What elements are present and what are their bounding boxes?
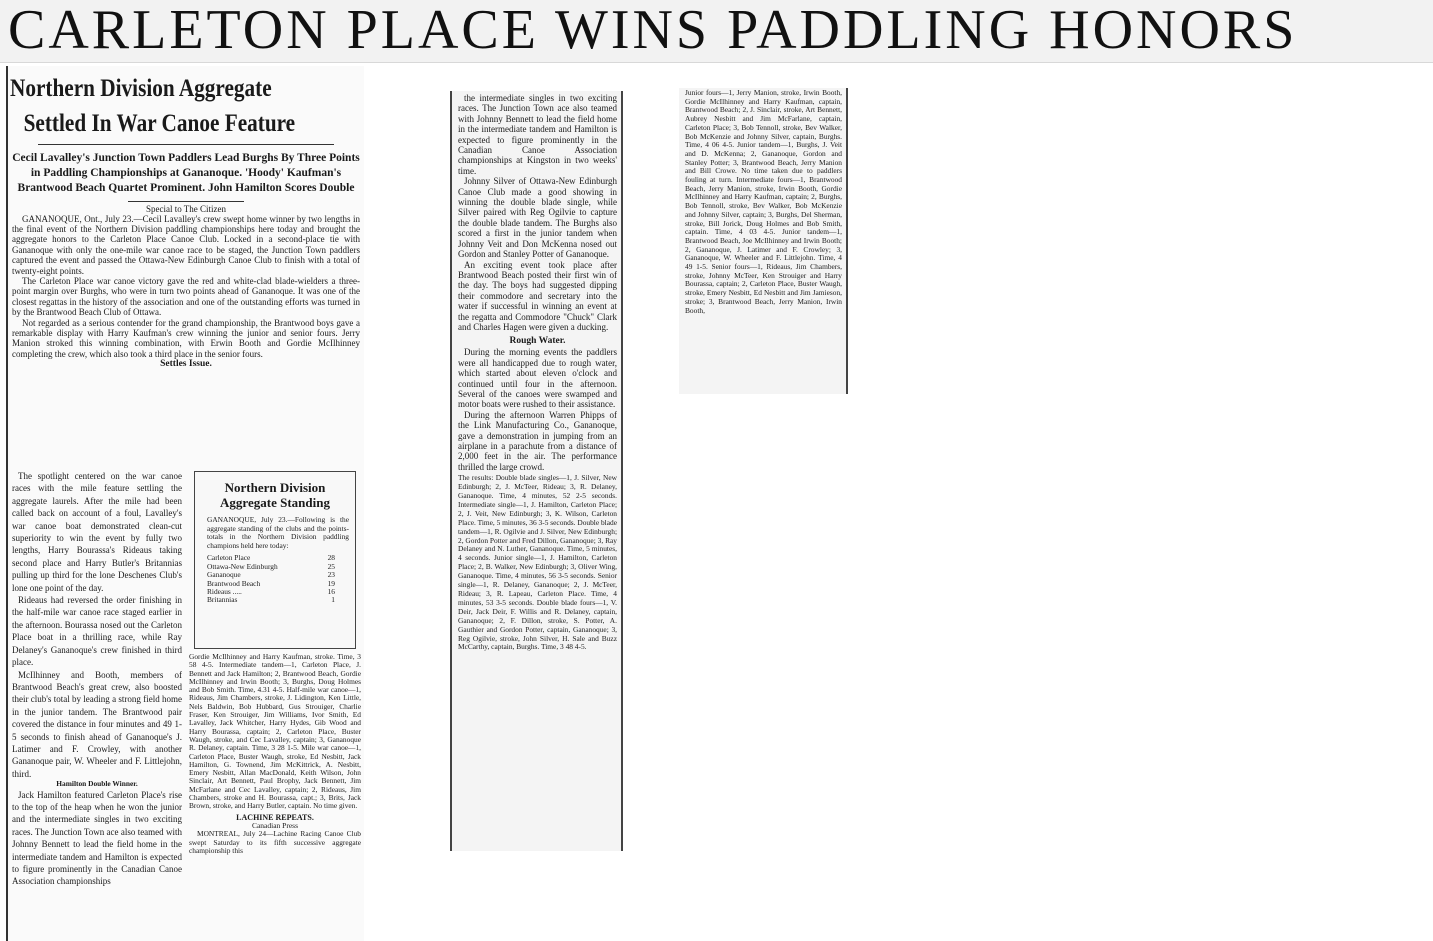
- continuation-paragraph: the intermediate singles in two exciting races. The Junction Town ace also teamed with Johnny Bennett to lead the field home in the intermediate tandem and Hamilton is expected to figure prominently in the Canadian Canoe Association championships at Kingston in two weeks' time.: [458, 93, 617, 176]
- standing-club: Gananoque: [207, 570, 241, 580]
- article-deck: Cecil Lavalley's Junction Town Paddlers Lead Burghs By Three Points in Paddling Championships at Gananoque. 'Hoody' Kaufman's Brantwood Beach Quartet Prominent. John Hamilton Scores Double: [12, 152, 360, 195]
- lachine-paragraph: MONTREAL, July 24—Lachine Racing Canoe Club swept Saturday to its fifth successive aggregate championship this: [189, 829, 361, 856]
- continuation-column: [450, 91, 623, 851]
- column-paragraph: The spotlight centered on the war canoe races with the mile feature settling the aggregate laurels. After the mile had been called back on account of a foul, Lavalley's war canoe boat demonstrated clean-cut superiority to win the event by fully two lengths, Harry Bourassa's Rideaus taking second place and Harry Butler's Britannias pulling up third for the lone Deschenes Club's lone one point of the day.: [12, 471, 182, 593]
- subhead-rough-water: Rough Water.: [509, 336, 566, 347]
- left-column: [12, 470, 182, 888]
- article-credit: Special to The Citizen: [145, 203, 227, 214]
- standing-table: [207, 554, 335, 604]
- standing-points: 23: [327, 570, 335, 580]
- article-paragraph: Not regarded as a serious contender for the grand championship, the Brantwood boys gave a remarkable display with Harry Kaufman's crew winning the junior and senior fours. Jerry Manion stroked this winning combination, with Erwin Booth and Gordie McIlhinney completing the crew, which also took a third place in the senior fours.: [12, 317, 360, 359]
- page-headline: CARLETON PLACE WINS PADDLING HONORS: [8, 0, 1298, 61]
- results-text: Junior fours—1, Jerry Manion, stroke, Irwin Booth, Gordie McIlhinney and Harry Kaufman, captain, Brantwood Beach; 2, J. Sinclair, stroke, Art Bennett, Aubrey Nesbitt and Jim McFarlane, captain, Carleton Place; 3, Bob Tennoll, stroke, Bev Walker, Bob McKenzie and Johnny Silver, captain, Burghs. Time, 4 06 4-5. Junior tandem—1, Burghs, J. Veit and D. McKenna; 2, Gananoque, Gordon and Stanley Potter; 3, Brantwood Beach, Jerry Manion and Bill Crowe. No time taken due to paddlers fouling at turn. Intermediate fours—1, Brantwood Beach, Jerry Manion, stroke, Irwin Booth, Gordie McIlhinney and Harry Kaufman, captain; 2, Burghs, Bob Tennoll, stroke, Bev Walker, Bob McKenzie and Johnny Silver, captain; 3, Burghs, Del Sherman, stroke, Bill Jorick, Doug Holmes and Bob Smith, captain. Time, 4 03 4-5. Junior tandem—1, Brantwood Beach, Joe McIlhinney and Irwin Booth; 2, Gananoque, J. Latimer and F. Crowley; 3, Gananoque, W. Wheeler and F. Littlejohn. Time, 4 49 1-5. Senior fours—1, Rideaus, Jim Chambers, stroke, Johnny McTeer, Ken Strouiger and Harry Bourassa, captain; 2, Carleton Place, Buster Waugh, stroke, Emery Nesbitt, Ed Nesbitt and Jim Jamieson, stroke; 3, Brantwood Beach, Jerry Manion, Irwin Booth,: [685, 88, 842, 315]
- standing-intro: GANANOQUE, July 23.—Following is the aggregate standing of the clubs and the points-totals in the Northern Division paddling champions held here today:: [207, 515, 349, 550]
- right-column-results: [189, 653, 361, 855]
- headline-divider: [38, 144, 334, 145]
- article-paragraph: GANANOQUE, Ont., July 23.—Cecil Lavalley's crew swept home winner by two lengths in the final event of the Northern Division paddling championships here today and brought the aggregate honors to the Carleton Place Canoe Club. Locked in a second-place tie with Gananoque with only the one-mile war canoe race to be staged, the Junction Town paddlers captured the event and passed the Ottawa-New Edinburgh Canoe Club to finish with a total of twenty-eight points.: [12, 213, 360, 276]
- column-paragraph: Jack Hamilton featured Carleton Place's rise to the top of the heap when he won the junior and the intermediate singles in two exciting races. The Junction Town ace also teamed with Johnny Bennett to lead the field home in the intermediate tandem and Hamilton is expected to figure prominently in the Canadian Canoe Association championships: [12, 789, 182, 887]
- standing-club: Britannias: [207, 595, 238, 605]
- column-paragraph: Rideaus had reversed the order finishing in the half-mile war canoe race staged earlier in the afternoon. Bourassa nosed out the Carleton Place boat in a thrilling race, while Ray Delaney's Gananoque's crew finished in third place.: [12, 595, 182, 668]
- standing-title-line-2: Aggregate Standing: [220, 495, 330, 510]
- standing-points: 25: [327, 561, 335, 571]
- subhead-hamilton: Hamilton Double Winner.: [56, 779, 138, 789]
- deck-divider: [128, 201, 244, 202]
- continuation-paragraph: During the afternoon Warren Phipps of the Link Manufacturing Co., Gananoque, gave a demonstration in jumping from an airplane in a parachute from a distance of 2,000 feet in the air. The performance thrilled the large crowd.: [458, 409, 617, 472]
- standing-club: Rideaus .....: [207, 587, 242, 596]
- continuation-paragraph: During the morning events the paddlers were all handicapped due to rough water, which started about eleven o'clock and continued until four in the afternoon. Several of the canoes were swamped and motor boats were rushed to their assistance.: [458, 347, 617, 410]
- standing-club: Ottawa-New Edinburgh: [207, 561, 278, 571]
- standing-points: 28: [327, 553, 335, 563]
- article-columns: [8, 466, 364, 941]
- standing-title-line-1: Northern Division: [224, 480, 326, 495]
- standing-row: [207, 596, 335, 604]
- standing-points: 1: [331, 595, 335, 605]
- continuation-paragraph: Johnny Silver of Ottawa-New Edinburgh Canoe Club made a good showing in winning the double blade single, while Silver paired with Reg Ogilvie to capture the double blade tandem. The Burghs also scored a first in the junior tandem when Johnny Veit and Don McKenna nosed out Gordon and Stanley Potter of Gananoque.: [458, 176, 617, 260]
- results-text: The results: Double blade singles—1, J. Silver, New Edinburgh; 2, J. McTeer, Rideau; 3, R. Delaney, Gananoque. Time, 4 minutes, 52 2-5 seconds. Intermediate single—1, J. Hamilton, Carleton Place; 2, J. Veit, New Edinburgh; 3, K. Wilson, Carleton Place. Time, 5 minutes, 36 3-5 seconds. Double blade tandem—1, R. Ogilvie and J. Silver, New Edinburgh; 2, Gordon Potter and Fred Dillon, Gananoque; 3, Ray Delaney and N. Luther, Gananoque. Time, 5 minutes, 4 seconds. Junior single—1, J. Hamilton, Carleton Place; 2, B. Walker, New Edinburgh; 3, Oliver Wing, Gananoque. Time, 4 minutes, 56 3-5 seconds. Senior single—1, R. Delaney, Gananoque; 2, J. McTeer, Rideau; 3, R. Lapeau, Carleton Place. Time, 4 minutes, 53 3-5 seconds. Double blade fours—1, V. Deir, Jack Deir, F. Willis and R. Delaney, captain, Gananoque; 2, F. Dillon, stroke, S. Potter, A. Gauthier and Gordon Potter, captain, Gananoque; 3, Reg Ogilvie, stroke, John Silver, H. Sale and Buzz McCarthy, captain, Burghs. Time, 3 48 4-5.: [458, 473, 617, 652]
- banner: [0, 0, 1433, 63]
- article-headline-line-2: Settled In War Canoe Feature: [23, 110, 296, 137]
- standing-box: [194, 471, 356, 649]
- standing-points: 19: [327, 578, 335, 588]
- main-article-clipping: [6, 66, 364, 941]
- lachine-credit: Canadian Press: [251, 820, 299, 830]
- lachine-head: LACHINE REPEATS.: [236, 812, 314, 822]
- column-paragraph: McIlhinney and Booth, members of Brantwood Beach's great crew, also boosted their club's total by leading a strong field home in the junior tandem. The Brantwood pair covered the distance in four minutes and 49 1-5 seconds to finish ahead of Gananoque's J. Latimer and F. Crowley, with another Gananoque pair, W. Wheeler and F. Littlejohn, third.: [12, 669, 182, 779]
- results-fragment: [679, 88, 848, 394]
- standing-club: Carleton Place: [207, 553, 251, 563]
- standing-club: Brantwood Beach: [207, 578, 261, 588]
- article-headline-line-1: Northern Division Aggregate: [10, 75, 272, 102]
- subhead-settles: Settles Issue.: [160, 359, 212, 370]
- results-text: Gordie McIlhinney and Harry Kaufman, stroke. Time, 3 58 4-5. Intermediate tandem—1, Carleton Place, J. Bennett and Jack Hamilton; 2, Brantwood Beach, Gordie McIlhinney and Irwin Booth; 3, Burghs, Doug Holmes and Bob Smith. Time, 4.31 4-5. Half-mile war canoe—1, Rideaus, Jim Chambers, stroke, J. Lidington, Ken Little, Nels Baldwin, Bob Hubbard, Gus Strouiger, Charlie Fraser, Ken Strouiger, Jim Williams, Ivor Smith, Ed Lavalley, Jack Whitcher, Harry Hydes, Gib Wood and Harry Bourassa, captain; 2, Carleton Place, Buster Waugh, stroke, and Cec Lavalley, captain; 3, Gananoque R. Delaney, captain. Time, 3 28 1-5. Mile war canoe—1, Carleton Place, Buster Waugh, stroke, Ed Nesbitt, Jack Hamilton, G. Townend, Jim McKittrick, A. Nesbitt, Emery Nesbitt, Allan MacDonald, Keith Wilson, John Sinclair, Art Bennett, Paul Brophy, Jack Bennett, Jim McFarlane and Cec Lavalley, captain; 2, Rideaus, Jim Chambers, stroke and H. Bourassa, capt.; 3, Brits, Jack Brown, stroke, and Harry Butler, captain. No time given.: [189, 652, 361, 811]
- continuation-paragraph: An exciting event took place after Brantwood Beach posted their first win of the day. The boys had suggested dipping their commodore and secretary into the water if successful in winning an event at the regatta and Commodore "Chuck" Clark and Charles Hagen were given a ducking.: [458, 259, 617, 332]
- article-paragraph: The Carleton Place war canoe victory gave the red and white-clad blade-wielders a three-point margin over Burghs, who were in turn two points ahead of Gananoque. It was one of the closest regattas in the history of the association and one of the outstanding efforts was turned in by the Brantwood Beach Club of Ottawa.: [12, 276, 360, 318]
- standing-points: 16: [327, 587, 335, 596]
